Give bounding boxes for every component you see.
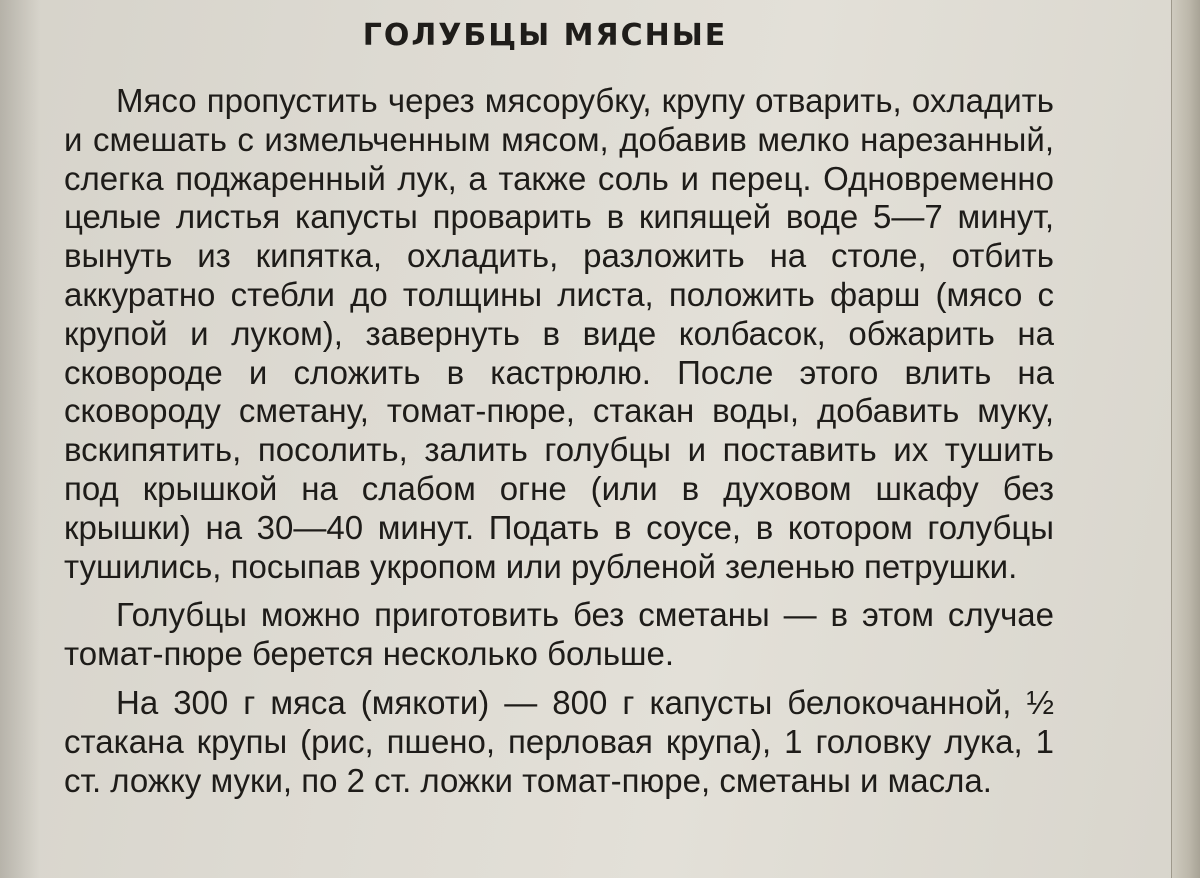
recipe-title: ГОЛУБЦЫ МЯСНЫЕ [362,18,728,53]
recipe-body [64,82,1054,800]
page-gutter-shadow [0,0,40,878]
recipe-ingredients-paragraph: На 300 г мяса (мякоти) — 800 г капусты белокочанной, ½ стакана крупы (рис, пшено, перловая крупа), 1 головку лука, 1 ст. ложку муки, по 2 ст. ложки томат-пюре, сметаны и масла. [64,683,1054,799]
page-edge [1171,0,1200,878]
recipe-instructions-paragraph: Мясо пропустить через мясорубку, крупу отварить, охладить и смешать с измельченным мясом, добавив мелко нарезанный, слегка поджаренный лук, а также соль и перец. Одновременно целые листья капусты проварить в кипящей воде 5—7 минут, вынуть из кипятка, охладить, разложить на столе, отбить аккуратно стебли до толщины листа, положить фарш (мясо с крупой и луком), завернуть в виде колбасок, обжарить на сковороде и сложить в кастрюлю. После этого влить на сковороду сметану, томат-пюре, стакан воды, добавить муку, вскипятить, посолить, залить голубцы и поставить их тушить под крышкой на слабом огне (или в духовом шкафу без крышки) на 30—40 минут. Подать в соусе, в котором голубцы тушились, посыпав укропом или рубленой зеленью петрушки. [64,82,1054,585]
recipe-variation-paragraph: Голубцы можно приготовить без сметаны — в этом случае томат-пюре берется несколько больше. [64,596,1054,673]
